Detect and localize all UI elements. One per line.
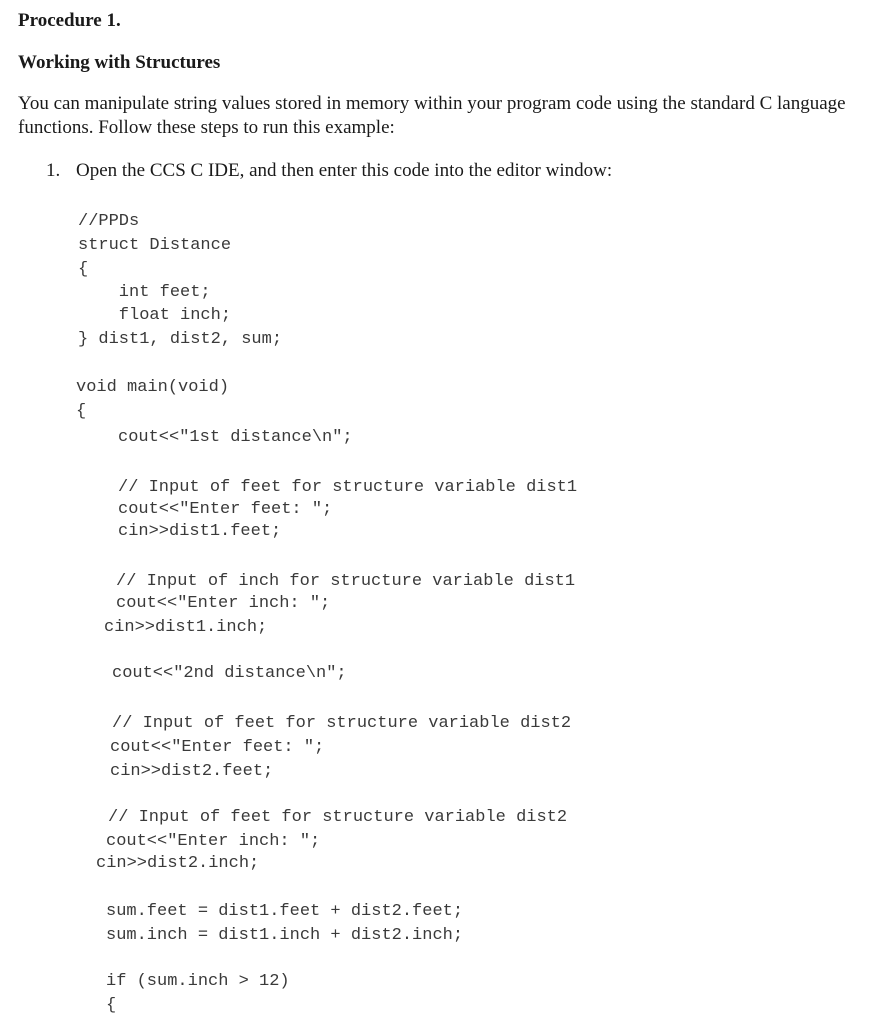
code-line: // Input of feet for structure variable dist2 (108, 808, 568, 827)
code-line: cout<<"Enter inch: "; (116, 594, 331, 613)
code-line: int feet; (78, 283, 211, 302)
code-line: cout<<"Enter inch: "; (106, 832, 321, 851)
code-line: cin>>dist1.feet; (118, 522, 282, 541)
code-line: cout<<"1st distance\n"; (118, 428, 353, 447)
intro-paragraph: You can manipulate string values stored in memory within your program code using the standard C language functions. Follow these steps to run this example: (18, 93, 846, 138)
step-number: 1. (46, 160, 61, 181)
code-line: { (76, 402, 87, 421)
code-line: float inch; (78, 306, 232, 325)
code-line: cout<<"Enter feet: "; (110, 738, 325, 757)
code-line: cout<<"Enter feet: "; (118, 500, 333, 519)
step-item (46, 160, 612, 182)
code-line: { (78, 260, 89, 279)
code-line: cin>>dist2.inch; (96, 854, 260, 873)
code-line: sum.feet = dist1.feet + dist2.feet; (106, 902, 464, 921)
code-line: struct Distance (78, 236, 232, 255)
code-line: void main(void) (76, 378, 230, 397)
code-line: cin>>dist1.inch; (104, 618, 268, 637)
code-line: // Input of inch for structure variable dist1 (116, 572, 576, 591)
code-line: sum.inch = dist1.inch + dist2.inch; (106, 926, 464, 945)
procedure-heading: Procedure 1. (18, 10, 121, 31)
code-line: cin>>dist2.feet; (110, 762, 274, 781)
step-text: Open the CCS C IDE, and then enter this code into the editor window: (76, 160, 613, 181)
code-line: if (sum.inch > 12) (106, 972, 290, 991)
code-line: // Input of feet for structure variable dist2 (112, 714, 572, 733)
code-line: //PPDs (78, 212, 140, 231)
code-line: // Input of feet for structure variable dist1 (118, 478, 578, 497)
code-line: { (106, 996, 117, 1015)
code-line: } dist1, dist2, sum; (78, 330, 283, 349)
code-line: cout<<"2nd distance\n"; (112, 664, 347, 683)
section-heading: Working with Structures (18, 52, 221, 73)
